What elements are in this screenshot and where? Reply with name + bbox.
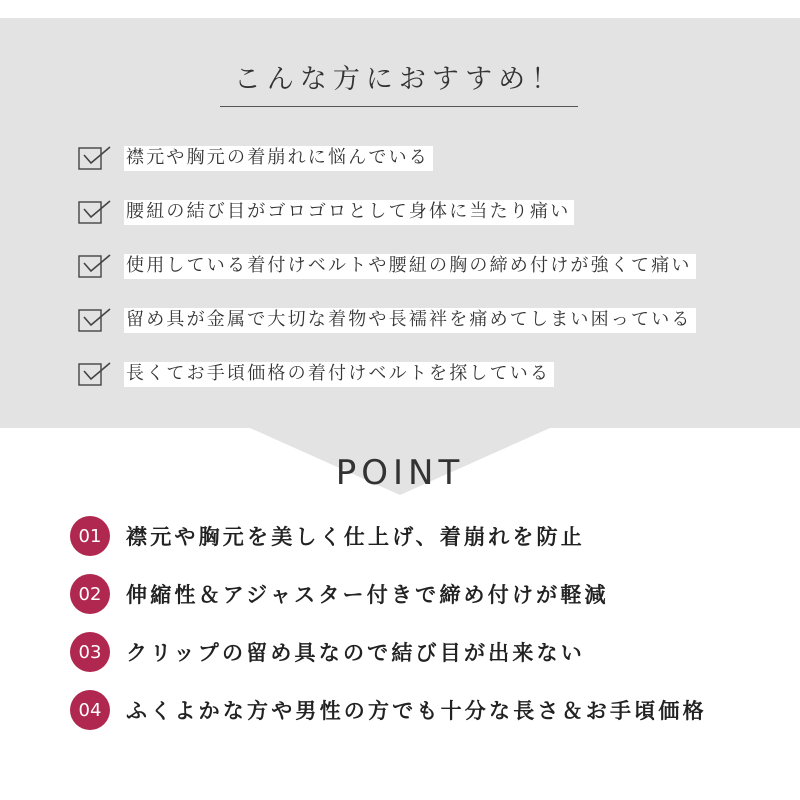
point-item-text: ふくよかな方や男性の方でも十分な長さ＆お手頃価格 bbox=[126, 699, 707, 723]
checkbox-check-icon bbox=[78, 199, 112, 225]
recommend-item-text: 腰紐の結び目がゴロゴロとして身体に当たり痛い bbox=[124, 200, 574, 225]
recommend-item bbox=[78, 197, 574, 227]
recommend-item-text: 襟元や胸元の着崩れに悩んでいる bbox=[124, 146, 433, 171]
checkbox-check-icon bbox=[78, 145, 112, 171]
recommend-item bbox=[78, 143, 433, 173]
point-item bbox=[70, 516, 585, 556]
point-item bbox=[70, 574, 609, 614]
recommend-title: こんな方におすすめ！ bbox=[233, 64, 565, 95]
point-item-text: クリップの留め具なので結び目が出来ない bbox=[126, 641, 585, 665]
recommend-item-text: 使用している着付けベルトや腰紐の胸の締め付けが強くて痛い bbox=[124, 254, 696, 279]
point-item-text: 襟元や胸元を美しく仕上げ、着崩れを防止 bbox=[126, 525, 585, 549]
point-item bbox=[70, 690, 707, 730]
recommend-item bbox=[78, 251, 696, 281]
point-item-text: 伸縮性＆アジャスター付きで締め付けが軽減 bbox=[126, 583, 609, 607]
point-number-badge: 02 bbox=[70, 574, 110, 614]
checkbox-check-icon bbox=[78, 361, 112, 387]
checkbox-check-icon bbox=[78, 253, 112, 279]
recommend-title-underline bbox=[220, 106, 578, 107]
point-number-badge: 04 bbox=[70, 690, 110, 730]
point-number-badge: 01 bbox=[70, 516, 110, 556]
point-title: POINT bbox=[335, 453, 465, 493]
point-number-badge: 03 bbox=[70, 632, 110, 672]
recommend-item-text: 留め具が金属で大切な着物や長襦袢を痛めてしまい困っている bbox=[124, 308, 696, 333]
recommend-item bbox=[78, 305, 696, 335]
checkbox-check-icon bbox=[78, 307, 112, 333]
recommend-item bbox=[78, 359, 554, 389]
point-item bbox=[70, 632, 585, 672]
recommend-item-text: 長くてお手頃価格の着付けベルトを探している bbox=[124, 362, 554, 387]
